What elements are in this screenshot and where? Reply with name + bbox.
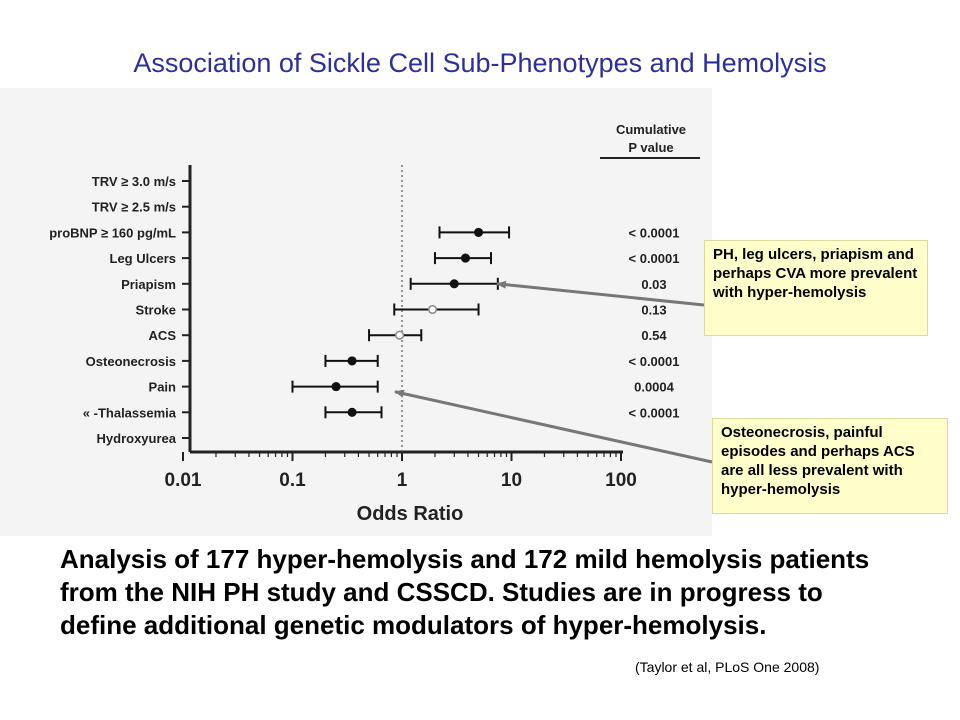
x-axis xyxy=(165,452,637,491)
slide-title: Association of Sickle Cell Sub-Phenotypes and Hemolysis xyxy=(133,48,827,78)
pvalue-header-line1: Cumulative xyxy=(615,122,687,137)
point-estimate xyxy=(348,409,356,417)
x-tick-label: 10 xyxy=(500,470,523,491)
callout-more-prevalent: PH, leg ulcers, priapism and perhaps CVA more prevalent with hyper-hemolysis xyxy=(704,240,928,336)
citation: (Taylor et al, PLoS One 2008) xyxy=(635,659,820,675)
pvalue-label: 0.13 xyxy=(641,302,667,318)
callout-less-prevalent: Osteonecrosis, painful episodes and perhaps ACS are all less prevalent with hyper-hemolysis xyxy=(712,418,948,514)
row-label: ACS xyxy=(148,328,176,344)
callout-arrow-1 xyxy=(497,284,704,305)
point-estimate xyxy=(462,254,470,262)
row-label: TRV ≥ 3.0 m/s xyxy=(91,174,176,189)
point-estimate xyxy=(348,357,356,365)
pvalue-label: < 0.0001 xyxy=(628,353,680,369)
point-estimate xyxy=(332,383,340,391)
pvalue-label: 0.54 xyxy=(641,328,667,344)
plot-rows xyxy=(49,174,679,446)
x-tick-label: 0.01 xyxy=(164,470,202,491)
pvalue-header-line2: P value xyxy=(628,140,674,155)
point-estimate xyxy=(475,229,483,237)
row-label: TRV ≥ 2.5 m/s xyxy=(91,199,176,215)
row-label: « -Thalassemia xyxy=(82,405,176,421)
x-axis-label: Odds Ratio xyxy=(356,503,464,525)
x-tick-label: 1 xyxy=(396,470,408,491)
x-tick-label: 0.1 xyxy=(279,470,306,491)
pvalue-label: < 0.0001 xyxy=(628,251,680,267)
point-estimate-open xyxy=(429,306,437,314)
row-label: Stroke xyxy=(135,302,176,318)
row-label: Pain xyxy=(148,379,176,395)
caption-text: Analysis of 177 hyper-hemolysis and 172 mild hemolysis patients from the NIH PH study and CSSCD. Studies are in progress to define additional genetic modulators of hyper-hemolysis. xyxy=(60,544,870,640)
pvalue-label: 0.03 xyxy=(641,276,667,292)
row-label: Hydroxyurea xyxy=(96,431,176,446)
x-tick-label: 100 xyxy=(605,470,637,491)
point-estimate-open xyxy=(396,331,404,339)
row-label: Osteonecrosis xyxy=(85,353,176,369)
pvalue-label: 0.0004 xyxy=(634,379,674,395)
pvalue-label: < 0.0001 xyxy=(628,405,680,421)
row-label: proBNP ≥ 160 pg/mL xyxy=(49,225,176,241)
row-label: Leg Ulcers xyxy=(109,251,176,267)
point-estimate xyxy=(450,280,458,288)
pvalue-label: < 0.0001 xyxy=(628,225,680,241)
row-label: Priapism xyxy=(121,276,176,292)
